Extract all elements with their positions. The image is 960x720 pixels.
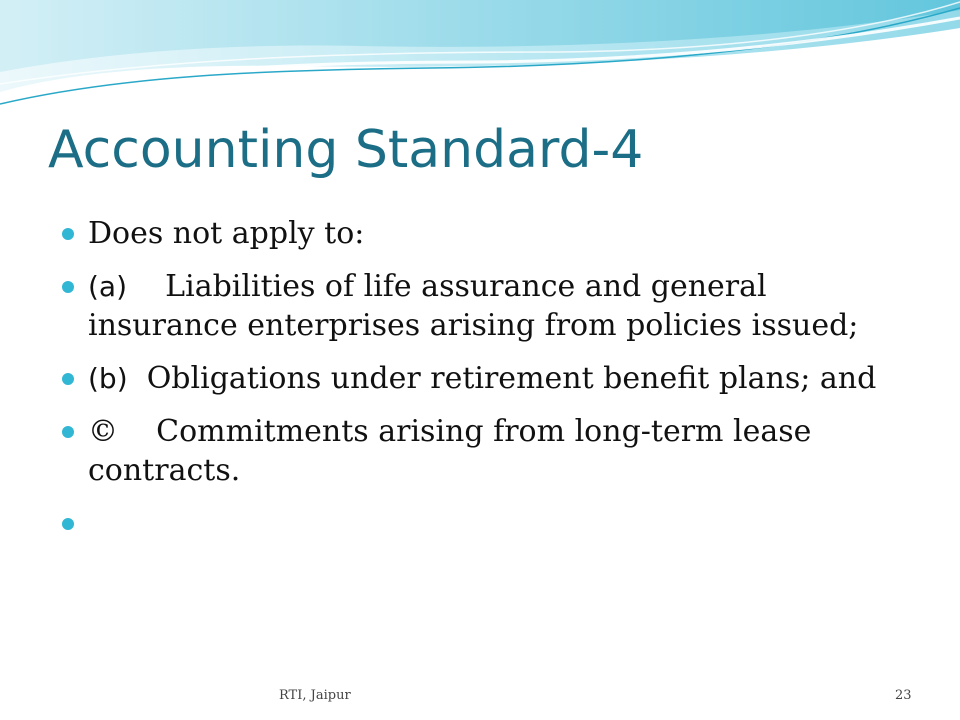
header-wave-decoration: [0, 0, 960, 120]
bullet-dot-icon: [62, 281, 74, 293]
bullet-item: [62, 267, 892, 345]
footer-source: RTI, Jaipur: [279, 688, 351, 703]
bullet-text: Does not apply to:: [88, 216, 365, 251]
bullet-marker: (b): [88, 362, 128, 395]
bullet-dot-icon: [62, 373, 74, 385]
bullet-marker: (a): [88, 270, 128, 303]
slide-title: Accounting Standard-4: [48, 120, 644, 180]
bullet-text: Obligations under retirement benefit plans; and: [146, 361, 877, 396]
slide-number: 23: [895, 688, 912, 703]
bullet-marker: ©: [88, 414, 118, 449]
bullet-dot-icon: [62, 228, 74, 240]
bullet-item: [62, 359, 892, 398]
bullet-item-empty: [62, 504, 892, 543]
bullet-text: Commitments arising from long-term lease contracts.: [88, 414, 812, 488]
bullet-text: Liabilities of life assurance and general insurance enterprises arising from policies issued;: [88, 269, 859, 343]
bullet-item: [62, 214, 892, 253]
bullet-dot-icon: [62, 426, 74, 438]
bullet-item: [62, 412, 892, 490]
bullet-list: [62, 214, 892, 557]
bullet-dot-icon: [62, 518, 74, 530]
